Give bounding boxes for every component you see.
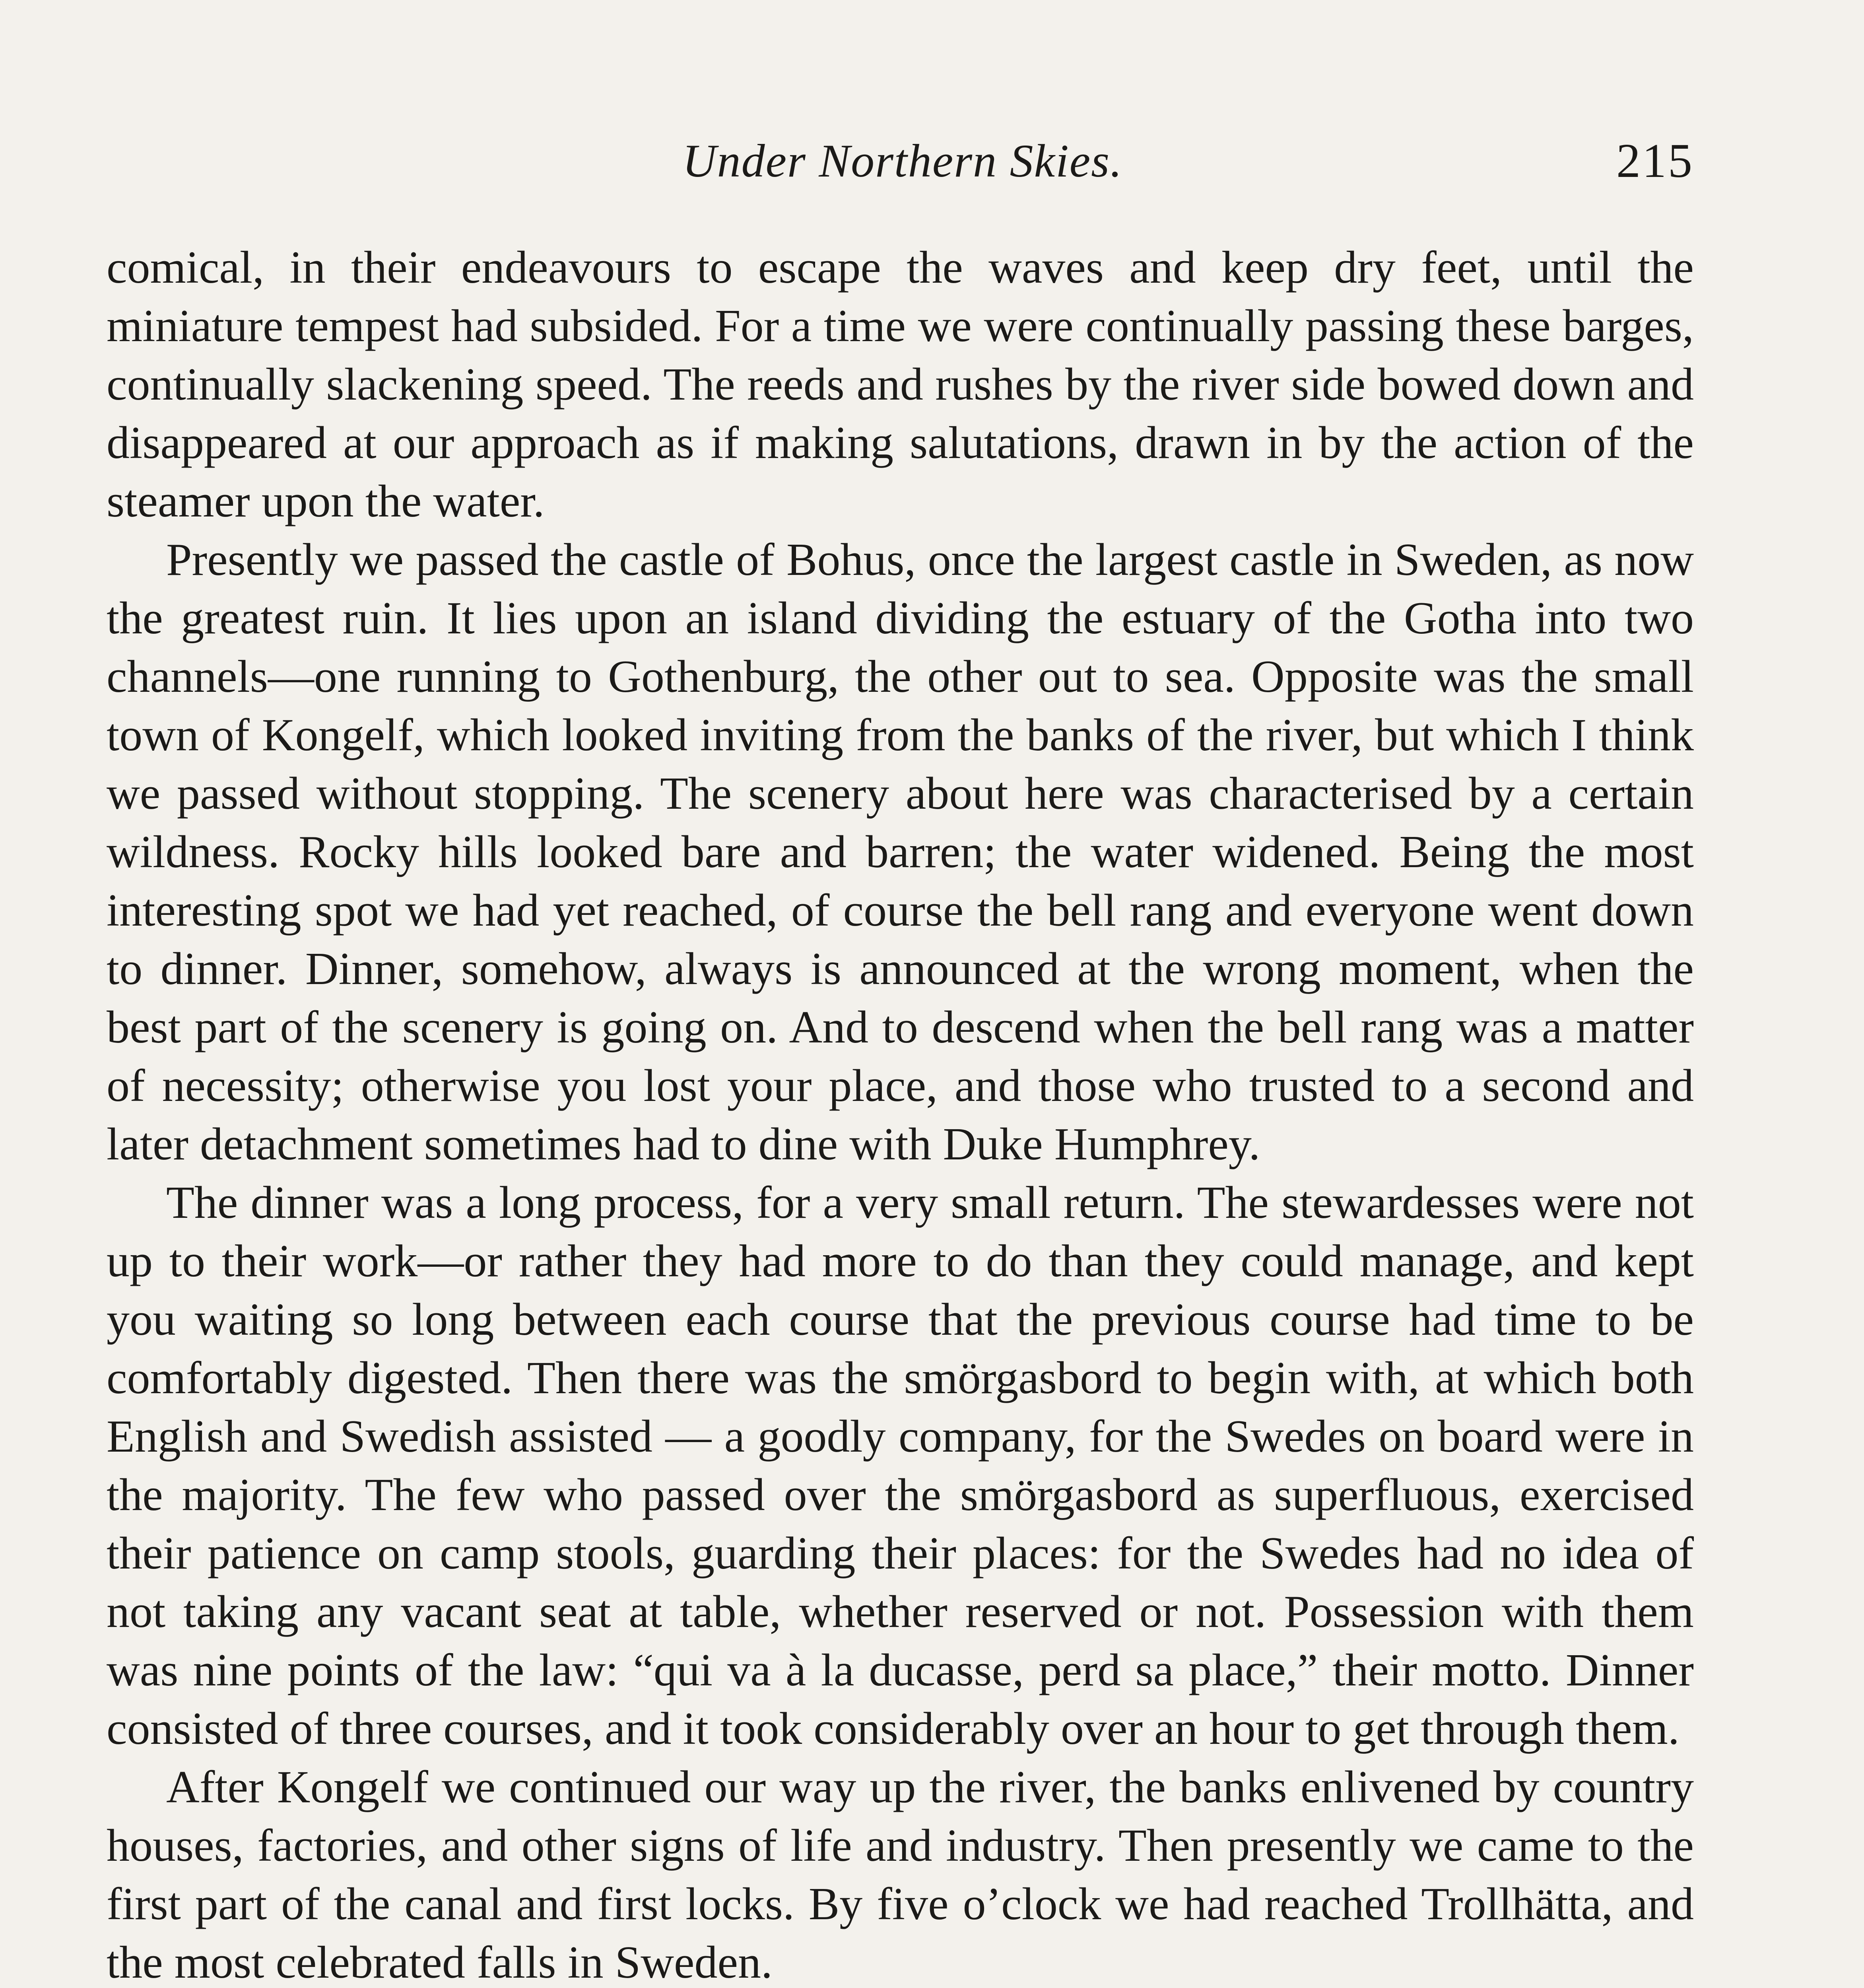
running-title: Under Northern Skies.: [682, 135, 1123, 187]
paragraph: Presently we passed the castle of Bohus, once the largest castle in Sweden, as now the greatest ruin. It lies upon an island dividing the estuary of the Gotha into two channels—one running to Gothenburg, the other out to sea. Opposite was the small town of Kongelf, which looked inviting from the banks of the river, but which I think we passed without stopping. The scenery about here was characterised by a certain wildness. Rocky hills looked bare and barren; the water widened. Being the most interesting spot we had yet reached, of course the bell rang and everyone went down to dinner. Dinner, somehow, always is announced at the wrong moment, when the best part of the scenery is going on. And to descend when the bell rang was a matter of necessity; otherwise you lost your place, and those who trusted to a second and later detachment sometimes had to dine with Duke Humphrey.: [107, 534, 1694, 1170]
paragraph: After Kongelf we continued our way up the river, the banks enlivened by country houses, factories, and other signs of life and industry. Then presently we came to the first part of the canal and first locks. By five o’clock we had reached Trollhätta, and the most celebrated falls in Sweden.: [107, 1762, 1694, 1988]
running-head: [111, 131, 1694, 191]
paragraph: comical, in their endeavours to escape the waves and keep dry feet, until the miniature tempest had subsided. For a time we were continually passing these barges, continually slackening speed. The reeds and rushes by the river side bowed down and disappeared at our approach as if making salutations, drawn in by the action of the steamer upon the water.: [107, 242, 1694, 527]
page-number: 215: [1616, 134, 1694, 188]
paragraph: The dinner was a long process, for a very small return. The stewardesses were not up to their work—or rather they had more to do than they could manage, and kept you waiting so long between each course that the previous course had time to be comfortably digested. Then there was the smörgasbord to begin with, at which both English and Swedish assisted — a goodly company, for the Swedes on board were in the majority. The few who passed over the smörgasbord as superfluous, exercised their patience on camp stools, guarding their places: for the Swedes had no idea of not taking any vacant seat at table, whether reserved or not. Possession with them was nine points of the law: “qui va à la ducasse, perd sa place,” their motto. Dinner consisted of three courses, and it took considerably over an hour to get through them.: [107, 1177, 1694, 1754]
body-text: [107, 239, 1694, 1988]
